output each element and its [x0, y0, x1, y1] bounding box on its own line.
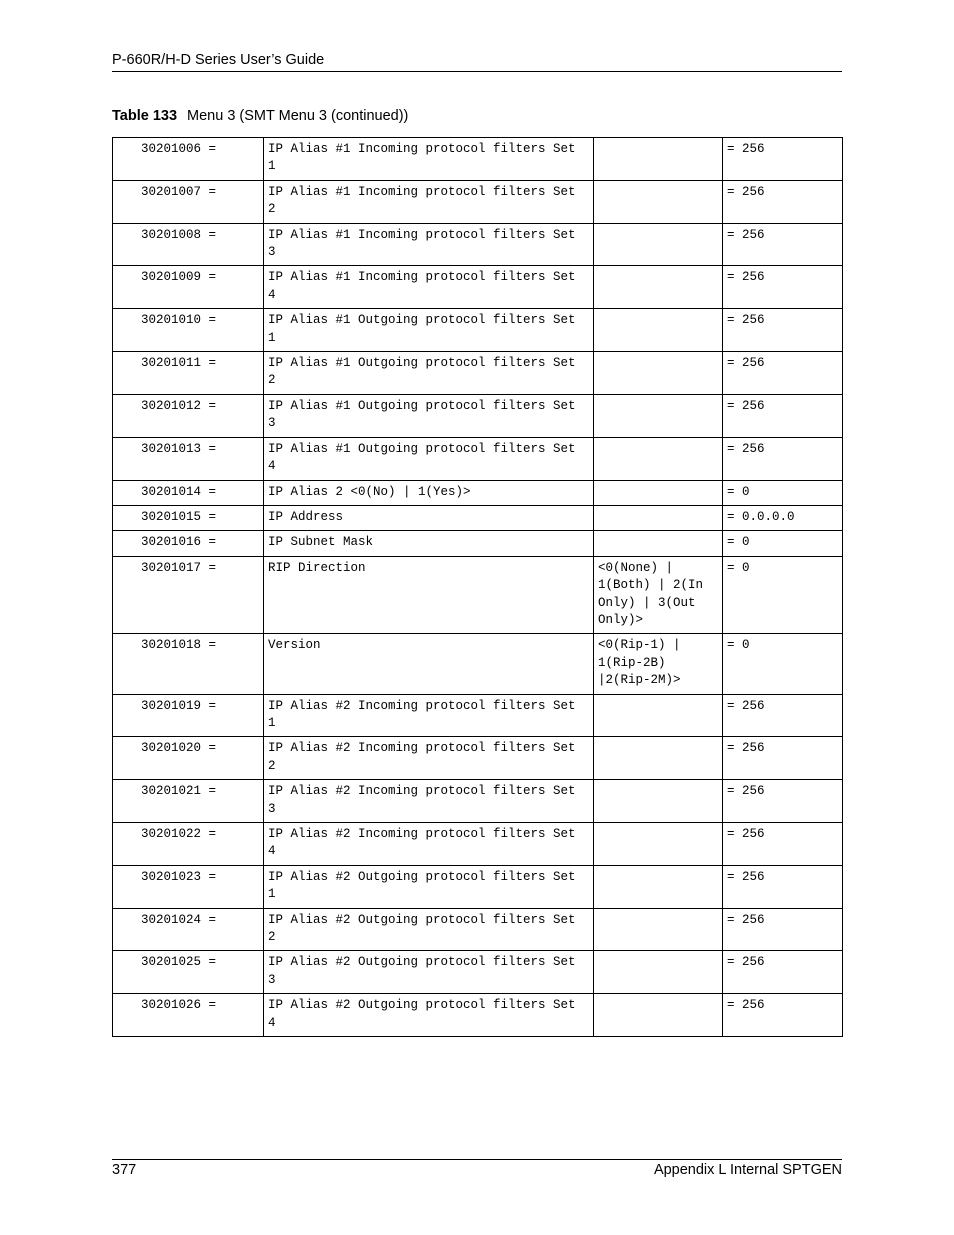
parameter-range-cell — [594, 694, 723, 737]
page-header-title: P-660R/H-D Series User’s Guide — [112, 52, 325, 68]
parameter-range-cell — [594, 780, 723, 823]
parameter-description-cell: IP Alias #1 Outgoing protocol filters Set 2 — [264, 352, 594, 395]
table-caption-label: Table 133 — [112, 108, 178, 124]
parameter-code-cell: 30201014 = — [113, 480, 264, 505]
table-caption-text: Menu 3 (SMT Menu 3 (continued)) — [187, 108, 409, 124]
parameter-value-cell: = 0 — [723, 531, 843, 556]
table-row — [113, 480, 843, 505]
parameter-description-cell: IP Alias #1 Incoming protocol filters Set 2 — [264, 180, 594, 223]
parameter-value-cell: = 256 — [723, 309, 843, 352]
footer-divider — [112, 1159, 842, 1160]
parameter-value-cell: = 256 — [723, 951, 843, 994]
table-row — [113, 865, 843, 908]
table-row — [113, 180, 843, 223]
parameter-description-cell: IP Alias #1 Outgoing protocol filters Set 3 — [264, 394, 594, 437]
footer-section-title: Appendix L Internal SPTGEN — [653, 1162, 842, 1178]
table-row — [113, 634, 843, 694]
page-number: 377 — [112, 1162, 137, 1178]
table-row — [113, 694, 843, 737]
parameter-value-cell: = 256 — [723, 908, 843, 951]
table-row — [113, 505, 843, 530]
parameter-range-cell — [594, 180, 723, 223]
parameter-code-cell: 30201026 = — [113, 994, 264, 1037]
parameter-description-cell: IP Alias #2 Incoming protocol filters Set 3 — [264, 780, 594, 823]
parameter-description-cell: IP Alias #1 Outgoing protocol filters Set 4 — [264, 437, 594, 480]
parameter-value-cell: = 256 — [723, 694, 843, 737]
parameter-description-cell: IP Subnet Mask — [264, 531, 594, 556]
parameter-value-cell: = 256 — [723, 394, 843, 437]
parameter-range-cell — [594, 266, 723, 309]
parameter-code-cell: 30201024 = — [113, 908, 264, 951]
table-row — [113, 437, 843, 480]
table-row — [113, 266, 843, 309]
parameter-range-cell: <0(None) | 1(Both) | 2(In Only) | 3(Out Only)> — [594, 556, 723, 634]
parameter-value-cell: = 256 — [723, 865, 843, 908]
parameter-code-cell: 30201018 = — [113, 634, 264, 694]
parameter-description-cell: IP Alias #2 Outgoing protocol filters Set 2 — [264, 908, 594, 951]
parameter-description-cell: Version — [264, 634, 594, 694]
parameter-range-cell — [594, 505, 723, 530]
parameter-value-cell: = 256 — [723, 437, 843, 480]
parameter-range-cell — [594, 994, 723, 1037]
parameter-range-cell — [594, 823, 723, 866]
parameter-code-cell: 30201007 = — [113, 180, 264, 223]
table-row — [113, 394, 843, 437]
parameter-value-cell: = 256 — [723, 180, 843, 223]
parameter-range-cell — [594, 531, 723, 556]
parameter-code-cell: 30201009 = — [113, 266, 264, 309]
parameter-value-cell: = 256 — [723, 737, 843, 780]
table-row — [113, 531, 843, 556]
table-row — [113, 737, 843, 780]
parameter-range-cell — [594, 437, 723, 480]
parameter-description-cell: IP Alias #1 Incoming protocol filters Set 4 — [264, 266, 594, 309]
parameter-description-cell: IP Alias #2 Outgoing protocol filters Set 3 — [264, 951, 594, 994]
table-row — [113, 908, 843, 951]
parameter-range-cell — [594, 480, 723, 505]
parameter-table-body — [113, 138, 843, 1037]
parameter-range-cell — [594, 908, 723, 951]
parameter-range-cell — [594, 352, 723, 395]
parameter-range-cell — [594, 951, 723, 994]
table-row — [113, 352, 843, 395]
table-row — [113, 556, 843, 634]
table-row — [113, 309, 843, 352]
parameter-code-cell: 30201012 = — [113, 394, 264, 437]
parameter-value-cell: = 0.0.0.0 — [723, 505, 843, 530]
parameter-code-cell: 30201016 = — [113, 531, 264, 556]
parameter-description-cell: IP Alias #2 Incoming protocol filters Set 1 — [264, 694, 594, 737]
parameter-code-cell: 30201025 = — [113, 951, 264, 994]
parameter-value-cell: = 0 — [723, 480, 843, 505]
table-caption — [112, 108, 408, 124]
parameter-description-cell: RIP Direction — [264, 556, 594, 634]
parameter-code-cell: 30201011 = — [113, 352, 264, 395]
table-row — [113, 994, 843, 1037]
parameter-code-cell: 30201021 = — [113, 780, 264, 823]
parameter-range-cell — [594, 737, 723, 780]
parameter-range-cell — [594, 309, 723, 352]
parameter-range-cell: <0(Rip-1) | 1(Rip-2B) |2(Rip-2M)> — [594, 634, 723, 694]
parameter-value-cell: = 0 — [723, 556, 843, 634]
parameter-range-cell — [594, 223, 723, 266]
parameter-value-cell: = 256 — [723, 266, 843, 309]
parameter-code-cell: 30201022 = — [113, 823, 264, 866]
parameter-value-cell: = 256 — [723, 823, 843, 866]
table-row — [113, 780, 843, 823]
parameter-range-cell — [594, 865, 723, 908]
parameter-code-cell: 30201010 = — [113, 309, 264, 352]
parameter-description-cell: IP Alias #2 Outgoing protocol filters Set 4 — [264, 994, 594, 1037]
table-row — [113, 951, 843, 994]
parameter-value-cell: = 256 — [723, 780, 843, 823]
parameter-description-cell: IP Alias #2 Incoming protocol filters Set 2 — [264, 737, 594, 780]
parameter-description-cell: IP Alias #1 Incoming protocol filters Set 1 — [264, 138, 594, 181]
parameter-code-cell: 30201017 = — [113, 556, 264, 634]
parameter-description-cell: IP Alias #2 Incoming protocol filters Set 4 — [264, 823, 594, 866]
parameter-code-cell: 30201020 = — [113, 737, 264, 780]
parameter-code-cell: 30201006 = — [113, 138, 264, 181]
parameter-description-cell: IP Alias #1 Incoming protocol filters Set 3 — [264, 223, 594, 266]
parameter-value-cell: = 256 — [723, 994, 843, 1037]
parameter-code-cell: 30201019 = — [113, 694, 264, 737]
table-row — [113, 138, 843, 181]
parameter-code-cell: 30201023 = — [113, 865, 264, 908]
parameter-code-cell: 30201015 = — [113, 505, 264, 530]
parameter-table — [112, 137, 843, 1037]
parameter-value-cell: = 256 — [723, 223, 843, 266]
parameter-value-cell: = 256 — [723, 352, 843, 395]
table-row — [113, 223, 843, 266]
parameter-description-cell: IP Alias 2 <0(No) | 1(Yes)> — [264, 480, 594, 505]
header-divider — [112, 71, 842, 72]
parameter-value-cell: = 256 — [723, 138, 843, 181]
parameter-description-cell: IP Alias #2 Outgoing protocol filters Set 1 — [264, 865, 594, 908]
parameter-code-cell: 30201008 = — [113, 223, 264, 266]
parameter-range-cell — [594, 394, 723, 437]
parameter-description-cell: IP Alias #1 Outgoing protocol filters Set 1 — [264, 309, 594, 352]
parameter-description-cell: IP Address — [264, 505, 594, 530]
table-row — [113, 823, 843, 866]
parameter-code-cell: 30201013 = — [113, 437, 264, 480]
parameter-value-cell: = 0 — [723, 634, 843, 694]
parameter-range-cell — [594, 138, 723, 181]
